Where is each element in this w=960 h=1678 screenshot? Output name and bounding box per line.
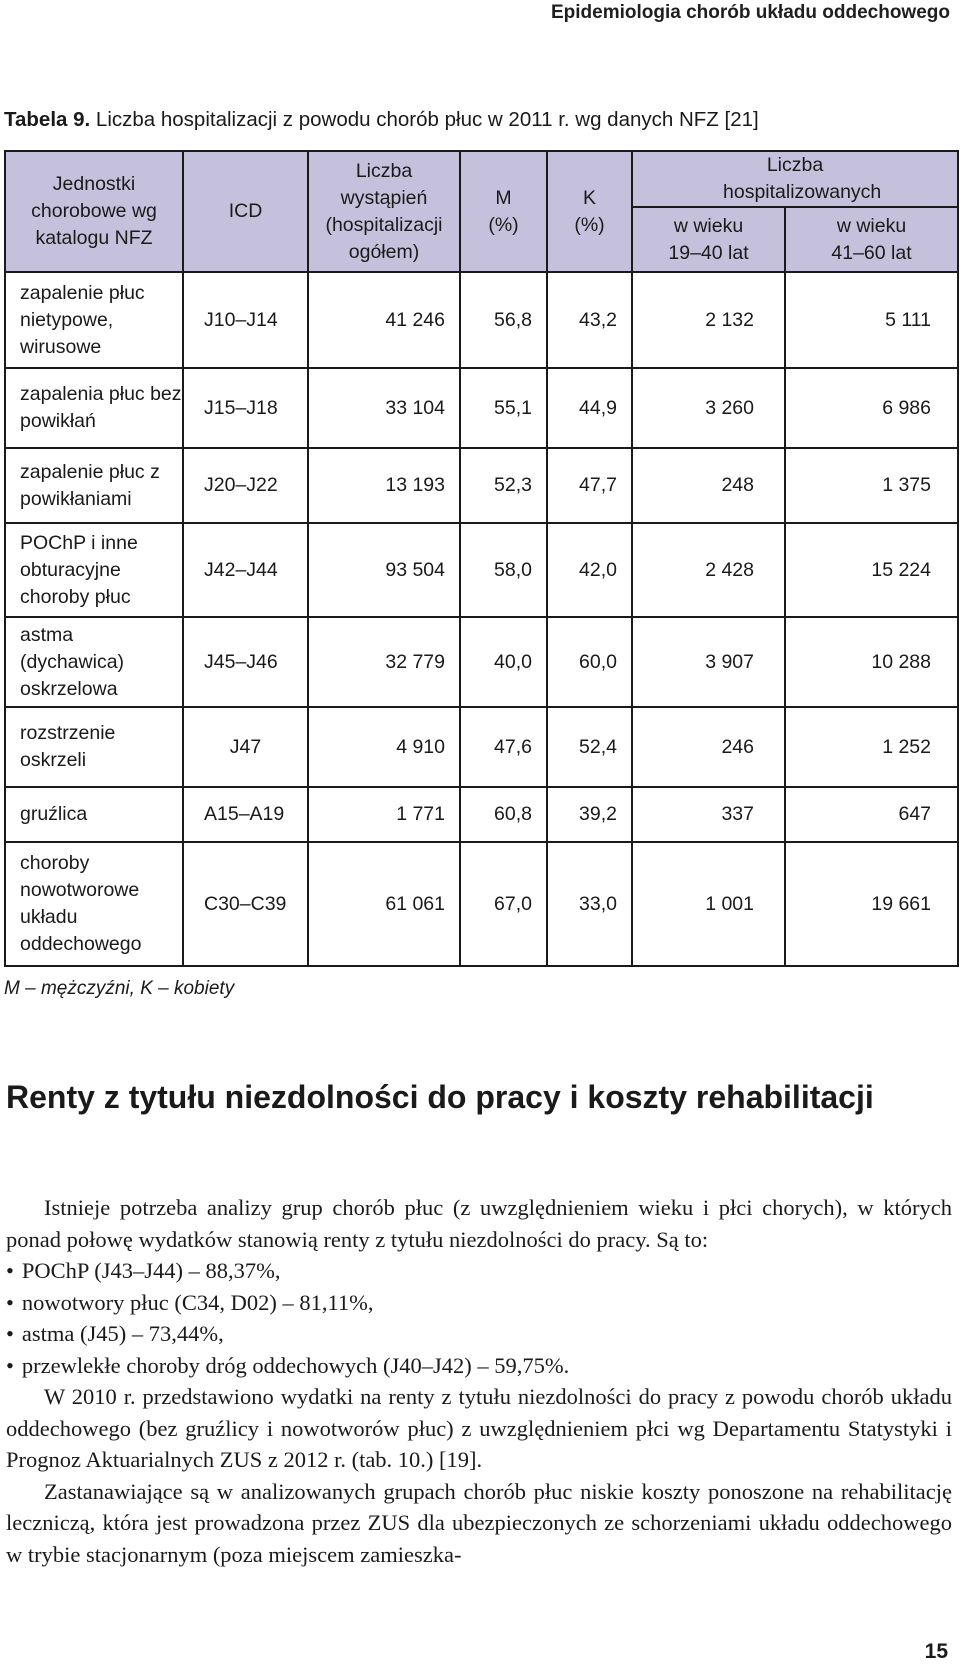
- table-caption-label: Tabela 9.: [4, 108, 91, 131]
- row-age2: 647: [785, 787, 958, 842]
- row-m: 47,6: [460, 707, 547, 787]
- row-m: 60,8: [460, 787, 547, 842]
- row-icd: J42–J44: [183, 523, 308, 617]
- row-name: rozstrzenie oskrzeli: [5, 707, 183, 787]
- table-row: [5, 707, 958, 787]
- row-age2: 15 224: [785, 523, 958, 617]
- table-caption: [4, 108, 759, 132]
- row-age1: 248: [632, 448, 785, 523]
- section-title: Renty z tytułu niezdolności do pracy i koszty rehabilitacji: [6, 1079, 874, 1115]
- row-m: 67,0: [460, 842, 547, 966]
- row-age1: 2 132: [632, 272, 785, 368]
- row-age1: 2 428: [632, 523, 785, 617]
- row-count: 33 104: [308, 368, 460, 448]
- header-m: M (%): [460, 151, 547, 272]
- row-age2: 5 111: [785, 272, 958, 368]
- row-name: zapalenie płuc z powikłaniami: [5, 448, 183, 523]
- table-row: [5, 523, 958, 617]
- row-m: 52,3: [460, 448, 547, 523]
- row-m: 56,8: [460, 272, 547, 368]
- row-k: 44,9: [547, 368, 632, 448]
- header-k: K (%): [547, 151, 632, 272]
- header-hospitalized: Liczba hospitalizowanych: [632, 151, 958, 207]
- row-count: 13 193: [308, 448, 460, 523]
- row-count: 41 246: [308, 272, 460, 368]
- row-name: zapalenia płuc bez powikłań: [5, 368, 183, 448]
- row-count: 61 061: [308, 842, 460, 966]
- row-age2: 19 661: [785, 842, 958, 966]
- row-icd: J15–J18: [183, 368, 308, 448]
- table-caption-text: Liczba hospitalizacji z powodu chorób płuc w 2011 r. wg danych NFZ [21]: [90, 108, 759, 131]
- row-count: 1 771: [308, 787, 460, 842]
- body-text: [6, 1192, 952, 1570]
- row-name: astma (dychawica) oskrzelowa: [5, 617, 183, 707]
- row-m: 55,1: [460, 368, 547, 448]
- row-k: 39,2: [547, 787, 632, 842]
- row-count: 4 910: [308, 707, 460, 787]
- row-age1: 1 001: [632, 842, 785, 966]
- row-icd: J45–J46: [183, 617, 308, 707]
- bullet-list: [6, 1255, 952, 1381]
- paragraph: Zastanawiające są w analizowanych grupach chorób płuc niskie koszty ponoszone na rehabilitację leczniczą, która jest prowadzona przez ZUS dla ubezpieczonych ze schorzeniami układu oddechowego w trybie stacjonarnym (poza miejscem zamieszka-: [6, 1478, 952, 1567]
- table-row: [5, 617, 958, 707]
- header-icd: ICD: [183, 151, 308, 272]
- row-age1: 3 260: [632, 368, 785, 448]
- header-unit: Jednostki chorobowe wg katalogu NFZ: [5, 151, 183, 272]
- running-head: Epidemiologia chorób układu oddechowego: [550, 2, 950, 23]
- row-k: 60,0: [547, 617, 632, 707]
- row-k: 33,0: [547, 842, 632, 966]
- row-k: 47,7: [547, 448, 632, 523]
- table-row: [5, 272, 958, 368]
- list-item: • przewlekłe choroby dróg oddechowych (J40–J42) – 59,75%.: [6, 1350, 952, 1382]
- table-row: [5, 368, 958, 448]
- row-name: POChP i inne obturacyjne choroby płuc: [5, 523, 183, 617]
- row-k: 52,4: [547, 707, 632, 787]
- row-icd: J10–J14: [183, 272, 308, 368]
- header-count: Liczba wystąpień (hospitalizacji ogółem): [308, 151, 460, 272]
- row-icd: J20–J22: [183, 448, 308, 523]
- row-age1: 3 907: [632, 617, 785, 707]
- paragraph: Istnieje potrzeba analizy grup chorób płuc (z uwzględnieniem wieku i płci chorych), w których ponad połowę wydatków stanowią renty z tytułu niezdolności do pracy. Są to:: [6, 1195, 952, 1252]
- list-item: • nowotwory płuc (C34, D02) – 81,11%,: [6, 1287, 952, 1319]
- table-row: [5, 448, 958, 523]
- row-m: 58,0: [460, 523, 547, 617]
- row-age2: 1 375: [785, 448, 958, 523]
- row-count: 93 504: [308, 523, 460, 617]
- row-k: 43,2: [547, 272, 632, 368]
- list-item: • astma (J45) – 73,44%,: [6, 1318, 952, 1350]
- paragraph: W 2010 r. przedstawiono wydatki na renty z tytułu niezdolności do pracy z powodu chorób układu oddechowego (bez gruźlicy i nowotworów płuc) z uwzględnieniem płci wg Departamentu Statystyki i Prognoz Aktuarialnych ZUS z 2012 r. (tab. 10.) [19].: [6, 1384, 952, 1472]
- table-footnote: M – mężczyźni, K – kobiety: [4, 978, 235, 999]
- row-icd: C30–C39: [183, 842, 308, 966]
- list-item: • POChP (J43–J44) – 88,37%,: [6, 1255, 952, 1287]
- row-m: 40,0: [460, 617, 547, 707]
- row-icd: A15–A19: [183, 787, 308, 842]
- row-age2: 6 986: [785, 368, 958, 448]
- header-age-41-60: w wieku 41–60 lat: [785, 207, 958, 272]
- row-name: choroby nowotworowe układu oddechowego: [5, 842, 183, 966]
- row-age2: 1 252: [785, 707, 958, 787]
- header-age-19-40: w wieku 19–40 lat: [632, 207, 785, 272]
- table-row: [5, 842, 958, 966]
- row-age2: 10 288: [785, 617, 958, 707]
- row-icd: J47: [183, 707, 308, 787]
- row-age1: 246: [632, 707, 785, 787]
- row-name: zapalenie płuc nietypowe, wirusowe: [5, 272, 183, 368]
- row-count: 32 779: [308, 617, 460, 707]
- hospitalization-table: [4, 150, 959, 967]
- page-number: 15: [924, 1640, 948, 1663]
- table-row: [5, 787, 958, 842]
- row-age1: 337: [632, 787, 785, 842]
- row-name: gruźlica: [5, 787, 183, 842]
- row-k: 42,0: [547, 523, 632, 617]
